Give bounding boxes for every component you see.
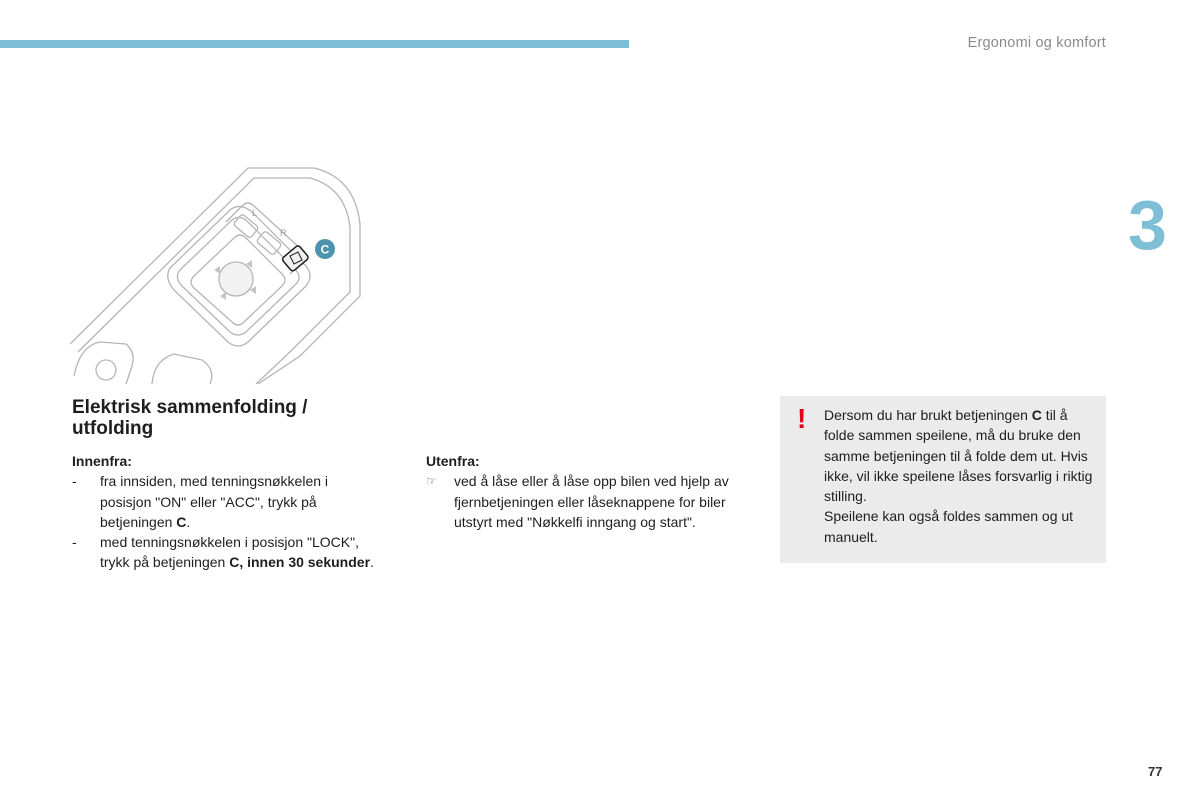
list-item — [72, 471, 377, 532]
outside-item1-text: ved å låse eller å låse opp bilen ved hjelp av fjernbetjeningen eller låseknappene for biler utstyrt med "Nøkkelfi inngang og start". — [454, 473, 729, 530]
chapter-title: Ergonomi og komfort — [967, 35, 1106, 51]
dash-bullet: - — [72, 534, 77, 551]
list-item — [72, 532, 377, 573]
switch-label-r: R — [280, 228, 287, 238]
header-accent-bar — [0, 40, 629, 48]
inside-heading: Innenfra: — [72, 453, 132, 469]
outside-heading: Utenfra: — [426, 453, 480, 469]
dash-bullet: - — [72, 473, 77, 490]
warning-text-manual: Speilene kan også foldes sammen og ut manuelt. — [824, 508, 1074, 545]
switch-label-l: L — [252, 208, 258, 218]
chapter-number: 3 — [1128, 186, 1167, 264]
fold-button-c — [281, 245, 309, 272]
inside-item1-end: . — [186, 513, 191, 530]
warning-text-after: til å folde sammen speilene, må du bruke den samme betjeningen til å folde dem ut. Hvis ikke, vil ikke speilene låses forsvarlig i riktig stilling. — [824, 407, 1093, 505]
callout-c-label: C — [320, 242, 330, 257]
warning-text-bold: C — [1031, 407, 1042, 423]
list-item — [426, 471, 746, 532]
warning-text — [824, 405, 1094, 547]
inside-item2-bold: C, innen 30 sekunder — [229, 554, 371, 571]
inside-item1-bold: C — [176, 513, 187, 530]
exclamation-icon: ! — [797, 403, 807, 434]
section-title: Elektrisk sammenfolding / utfolding — [72, 397, 308, 439]
outside-instructions — [426, 451, 746, 532]
mirror-control-drawing — [70, 166, 370, 384]
inside-item2-text: med tenningsnøkkelen i posisjon "LOCK", trykk på betjeningen — [100, 534, 359, 571]
pointing-hand-icon: ☞ — [426, 474, 437, 489]
inside-instructions — [72, 451, 377, 573]
page-number: 77 — [1148, 764, 1163, 779]
warning-box — [780, 396, 1106, 563]
warning-text-before: Dersom du har brukt betjeningen — [824, 407, 1032, 423]
mirror-control-illustration — [70, 166, 370, 384]
inside-item2-end: . — [370, 554, 374, 571]
inside-item1-text: fra innsiden, med tenningsnøkkelen i posisjon "ON" eller "ACC", trykk på betjeningen — [100, 473, 329, 530]
